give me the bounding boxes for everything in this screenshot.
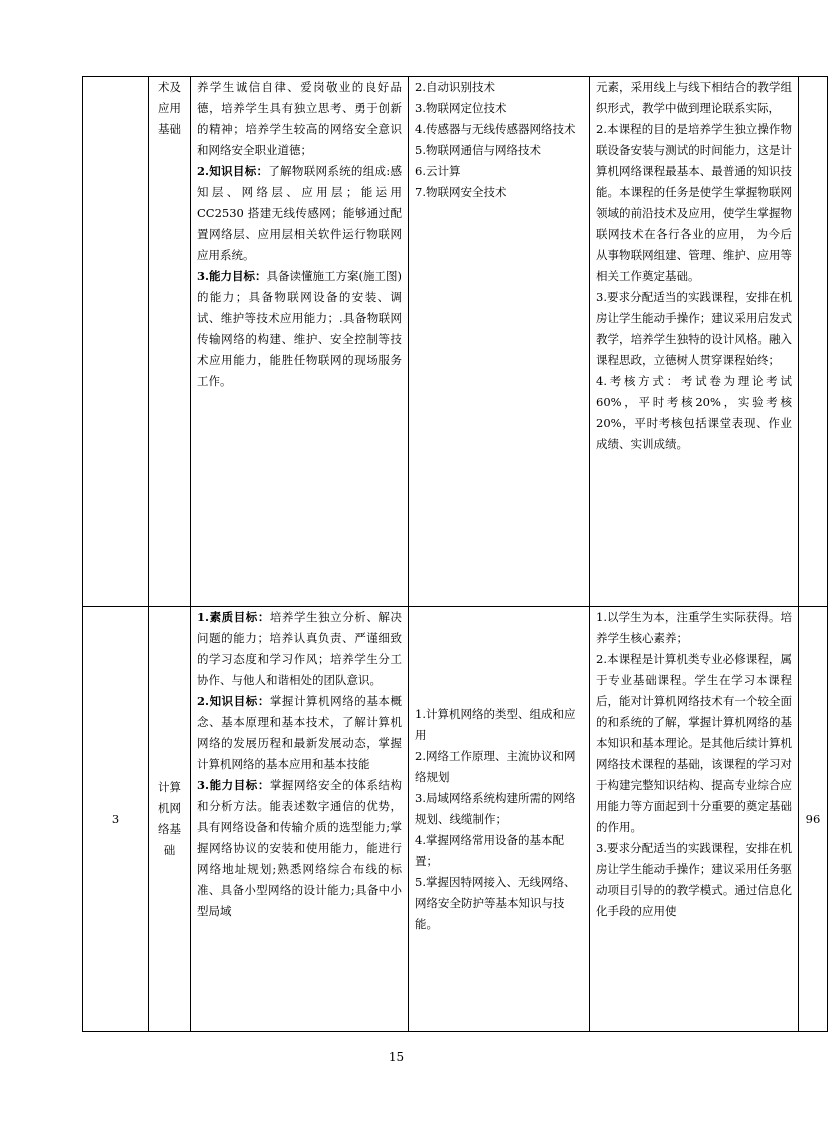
goal-label: 3.能力目标： [197, 778, 270, 792]
requirement-item: 2.本课程的目的是培养学生独立操作物联设备安装与测试的时间能力，这是计算机网络课程最基本、最普通的知识技能。本课程的任务是使学生掌握物联网领域的前沿技术及应用，使学生掌握物联网技术在各行各业的应用， 为今后从事物联网组建、管理、维护、应用等相关工作奠定基础。 [596, 122, 792, 283]
course-content [409, 607, 590, 1032]
course-hours: 96 [799, 607, 828, 1032]
requirement-item: 1.以学生为本，注重学生实际获得。培养学生核心素养； [596, 610, 792, 645]
course-table [82, 76, 828, 1032]
course-number [83, 77, 149, 607]
content-item: 7.物联网安全技术 [415, 185, 507, 199]
requirement-item: 3.要求分配适当的实践课程，安排在机房让学生能动手操作；建议采用任务驱动项目引导的的教学模式。通过信息化化手段的应用使 [596, 841, 792, 918]
page-number: 15 [388, 1050, 405, 1064]
goal-label: 2.知识目标： [197, 164, 269, 178]
course-name: 术及应用基础 [158, 80, 181, 136]
goal-paragraph: 2.知识目标：掌握计算机网络的基本概念、基本原理和基本技术，了解计算机网络的发展历程和最新发展动态，掌握计算机网络的基本应用和基本技能 [197, 694, 402, 771]
requirement-item: 2.本课程是计算机类专业必修课程，属于专业基础课程。学生在学习本课程后，能对计算机网络技术有一个较全面的和系统的了解，掌握计算机网络的基本知识和基本理论。是其他后续计算机网络技术课程的基础，该课程的学习对于构建完整知识结构、提高专业综合应用能力等方面起到十分重要的奠定基础的作用。 [596, 652, 792, 834]
course-number: 3 [83, 607, 149, 1032]
goal-paragraph: 2.知识目标：了解物联网系统的组成:感知层、网络层、应用层；能运用 CC2530 搭建无线传感网；能够通过配置网络层、应用层相关软件运行物联网应用系统。 [197, 164, 402, 262]
goal-paragraph: 3.能力目标：掌握网络安全的体系结构和分析方法。能表述数字通信的优势，具有网络设备和传输介质的选型能力;掌握网络协议的安装和使用能力，能进行网络地址规划;熟悉网络综合布线的标准、具备小型网络的设计能力;具备中小型局域 [197, 778, 402, 918]
content-item: 4.掌握网络常用设备的基本配置； [415, 832, 564, 868]
content-item: 3.局域网络系统构建所需的网络规划、线缆制作； [415, 790, 576, 826]
goal-label: 1.素质目标： [197, 610, 270, 624]
content-item: 5.物联网通信与网络技术 [415, 143, 541, 157]
content-item: 5.掌握因特网接入、无线网络、网络安全防护等基本知识与技能。 [415, 874, 576, 931]
goal-label: 2.知识目标： [197, 694, 270, 708]
course-goals [191, 607, 409, 1032]
course-requirements [590, 607, 799, 1032]
content-item: 3.物联网定位技术 [415, 101, 507, 115]
requirement-item: 3.要求分配适当的实践课程，安排在机房让学生能动手操作；建议采用启发式教学，培养学生独特的设计风格。融入课程思政，立德树人贯穿课程始终； [596, 290, 792, 367]
course-content [409, 77, 590, 607]
content-item: 2.网络工作原理、主流协议和网络规划 [415, 748, 576, 784]
requirement-item: 元素，采用线上与线下相结合的教学组织形式，教学中做到理论联系实际， [596, 80, 792, 115]
table-row [83, 607, 828, 1032]
course-goals [191, 77, 409, 607]
goal-paragraph: 养学生诚信自律、爱岗敬业的良好品德，培养学生具有独立思考、勇于创新的精神；培养学生较高的网络安全意识和网络安全职业道德； [197, 80, 402, 157]
table-row [83, 77, 828, 607]
requirement-item: 4.考核方式：考试卷为理论考试60%，平时考核20%，实验考核20%，平时考核包括课堂表现、作业成绩、实训成绩。 [596, 374, 792, 451]
content-item: 2.自动识别技术 [415, 80, 495, 94]
goal-label: 3.能力目标： [197, 269, 267, 283]
content-item: 4.传感器与无线传感器网络技术 [415, 122, 576, 136]
course-name: 计算机网络基础 [158, 780, 181, 857]
content-item: 1.计算机网络的类型、组成和应用 [415, 706, 576, 742]
course-name-cell [149, 77, 191, 607]
course-name-cell [149, 607, 191, 1032]
goal-paragraph: 3.能力目标：具备读懂施工方案(施工图)的能力；具备物联网设备的安装、调试、维护等技术应用能力；.具备物联网传输网络的构建、维护、安全控制等技术应用能力，能胜任物联网的现场服务工作。 [197, 269, 402, 388]
course-hours [799, 77, 828, 607]
course-requirements [590, 77, 799, 607]
goal-paragraph: 1.素质目标：培养学生独立分析、解决问题的能力；培养认真负责、严谨细致的学习态度和学习作风；培养学生分工协作、与他人和谐相处的团队意识。 [197, 610, 402, 687]
content-item: 6.云计算 [415, 164, 461, 178]
